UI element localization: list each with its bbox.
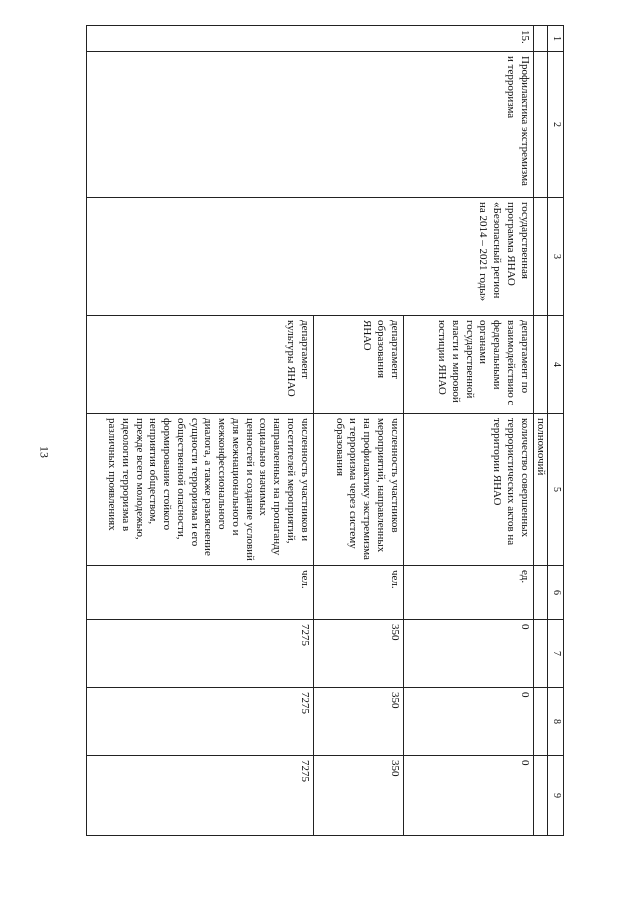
header-cell: 4	[548, 316, 564, 414]
unit: ед.	[403, 566, 533, 620]
table-row	[403, 26, 533, 836]
header-cell: 1	[548, 26, 564, 52]
executor: департамент по взаимодействию с федеральными органами государственной власти и мировой юстиции ЯНАО	[403, 316, 533, 414]
indicator: численность участников и посетителей мероприятий, направленных на пропаганду социально значимых ценностей и создание условий для межнационального и межконфессионального диалога, а также разъяснение сущности терроризма и его общественной опасности, формирование стойкого неприятия обществом, прежде всего молодежью, идеологии терроризма в различных проявлениях	[87, 414, 314, 566]
indicator: количество совершенных террористических актов на территории ЯНАО	[403, 414, 533, 566]
value-2019: 7275	[87, 620, 314, 688]
header-cell: 8	[548, 688, 564, 756]
value-2021: 0	[403, 756, 533, 836]
value-2021: 7275	[87, 756, 314, 836]
measure-name: Профилактика экстремизма и терроризма	[87, 52, 534, 198]
unit: чел.	[313, 566, 403, 620]
value-2019: 0	[403, 620, 533, 688]
executor: департамент образования ЯНАО	[313, 316, 403, 414]
header-cell: 2	[548, 52, 564, 198]
continuation-row	[533, 26, 548, 836]
unit: чел.	[87, 566, 314, 620]
value-2021: 350	[313, 756, 403, 836]
program-name: государственная программа ЯНАО «Безопасный регион на 2014 – 2021 годы»	[87, 198, 534, 316]
value-2020: 350	[313, 688, 403, 756]
value-2020: 7275	[87, 688, 314, 756]
table-wrapper	[86, 25, 564, 835]
header-cell: 5	[548, 414, 564, 566]
program-table	[86, 25, 564, 836]
header-cell: 9	[548, 756, 564, 836]
rotated-page-content	[86, 25, 564, 835]
header-cell: 6	[548, 566, 564, 620]
header-cell: 7	[548, 620, 564, 688]
continued-text: полномочий	[533, 414, 548, 566]
value-2020: 0	[403, 688, 533, 756]
header-row	[548, 26, 564, 836]
value-2019: 350	[313, 620, 403, 688]
indicator: численность участников мероприятий, направленных на профилактику экстремизма и терроризма через систему образования	[313, 414, 403, 566]
header-cell: 3	[548, 198, 564, 316]
page-number: 13	[37, 446, 52, 458]
row-number: 15.	[87, 26, 534, 52]
executor: департамент культуры ЯНАО	[87, 316, 314, 414]
